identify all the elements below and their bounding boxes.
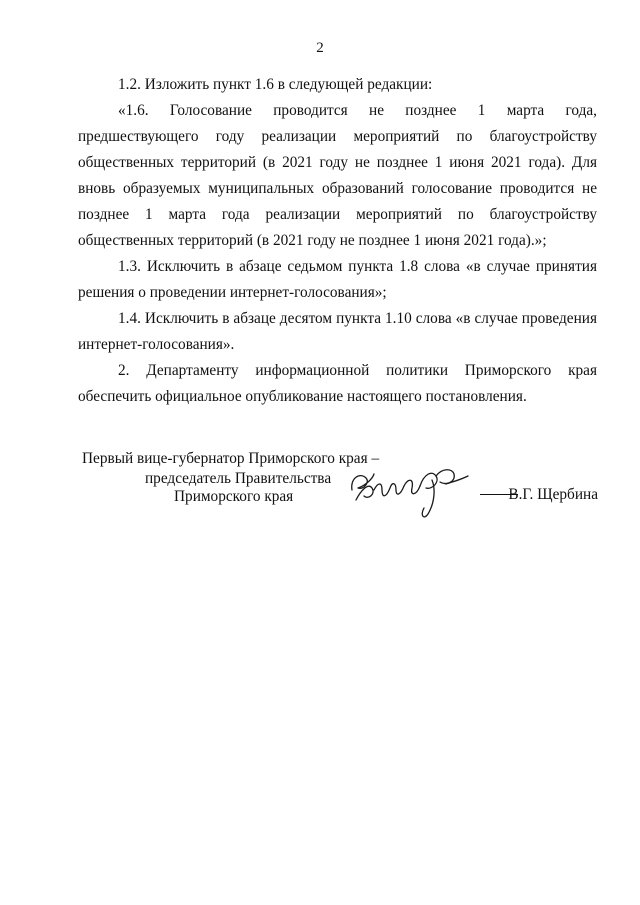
paragraph-1-2: 1.2. Изложить пункт 1.6 в следующей редакции: (118, 76, 433, 93)
document-body (78, 72, 597, 410)
paragraph-1-4: 1.4. Исключить в абзаце десятом пункта 1.10 слова «в случае проведения интернет-голосования». (78, 310, 597, 353)
paragraph-1-3: 1.3. Исключить в абзаце седьмом пункта 1.8 слова «в случае принятия решения о проведении интернет-голосования»; (78, 258, 597, 301)
paragraph-2: 2. Департаменту информационной политики Приморского края обеспечить официальное опубликование настоящего постановления. (78, 362, 597, 405)
handwritten-signature (346, 460, 476, 522)
signature-block (78, 450, 600, 520)
signatory-title-line-2: председатель Правительства (145, 470, 332, 487)
signatory-title-line-3: Приморского края (174, 488, 294, 505)
signatory-title-line-1: Первый вице-губернатор Приморского края – (82, 450, 380, 467)
paragraph-1-6-quote: «1.6. Голосование проводится не позднее 1 марта года, предшествующего году реализации мероприятий по благоустройству общественных территорий (в 2021 году не позднее 1 июня 2021 года). Для вновь образуемых муниципальных образований голосование проводится не позднее 1 марта года реализации мероприятий по благоустройству общественных территорий (в 2021 году не позднее 1 июня 2021 года).»; (78, 102, 597, 249)
page-number: 2 (316, 40, 324, 56)
signatory-name: В.Г. Щербина (508, 486, 598, 503)
